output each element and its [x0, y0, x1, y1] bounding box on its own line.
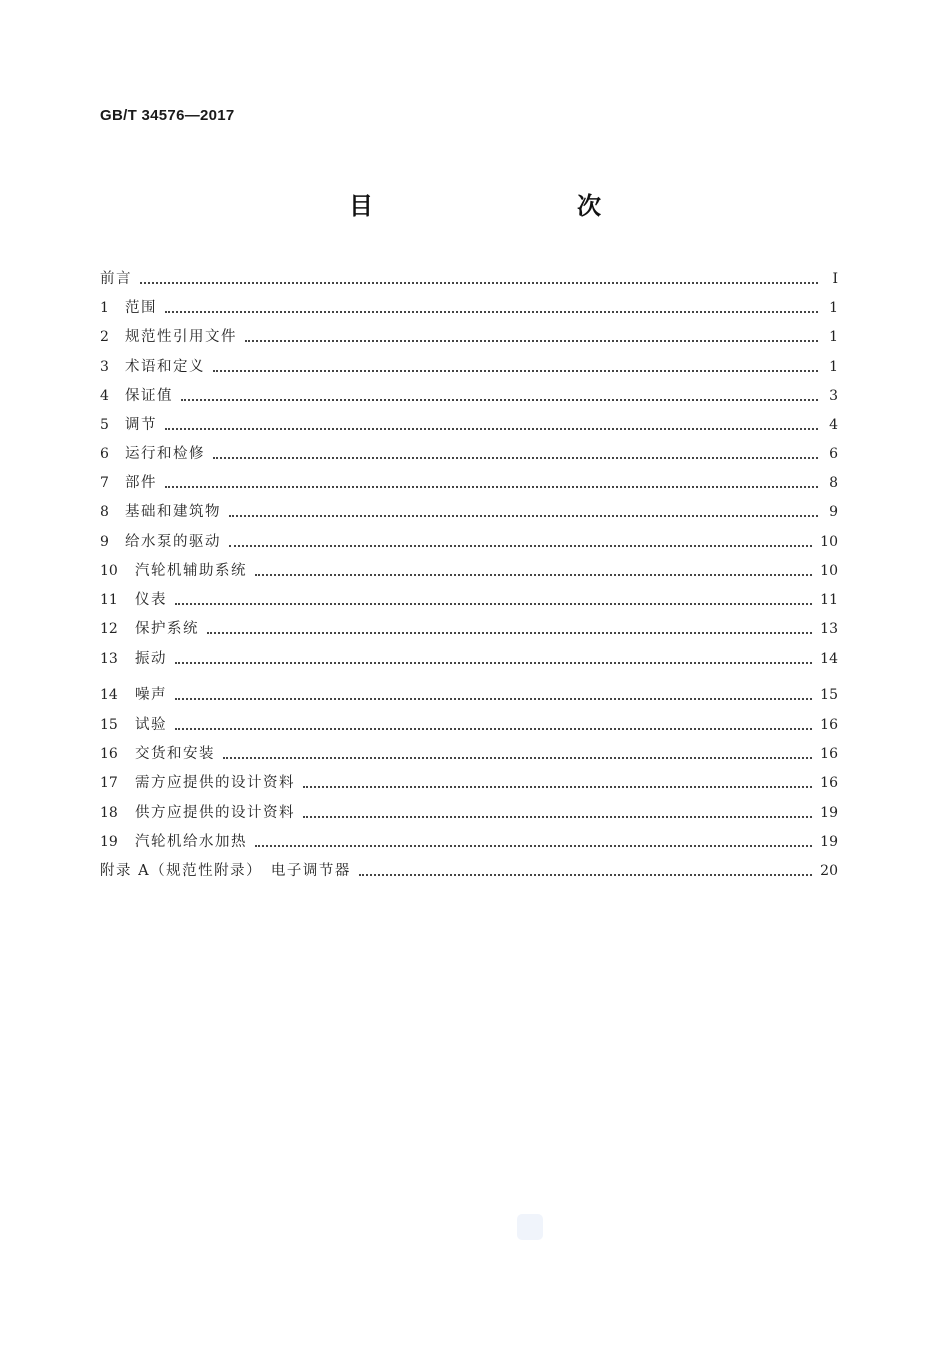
toc-entry-number: 18 [100, 805, 118, 821]
toc-entry[interactable] [100, 587, 838, 613]
toc-entry[interactable] [100, 829, 838, 855]
toc-entry-label: 仪表 [135, 592, 167, 608]
toc-entry[interactable] [100, 266, 838, 292]
toc-dot-leader [245, 324, 818, 350]
toc-entry-page: 9 [829, 504, 838, 520]
toc-entry[interactable] [100, 412, 838, 438]
toc-entry-label: 试验 [135, 717, 167, 733]
toc-dot-leader [255, 829, 812, 855]
toc-dot-leader [165, 295, 818, 321]
toc-dot-leader [140, 266, 818, 292]
toc-entry-label: 需方应提供的设计资料 [135, 775, 295, 791]
toc-entry-number: 19 [100, 834, 118, 850]
toc-entry-number: 1 [100, 300, 109, 316]
toc-entry[interactable] [100, 770, 838, 796]
toc-entry-page: 16 [820, 717, 838, 733]
toc-entry[interactable] [100, 324, 838, 350]
toc-dot-leader [175, 646, 812, 672]
toc-entry[interactable] [100, 741, 838, 767]
toc-entry-number: 12 [100, 621, 118, 637]
toc-entry-page: 19 [820, 834, 838, 850]
toc-dot-leader [229, 529, 812, 555]
toc-entry[interactable] [100, 800, 838, 826]
toc-dot-leader [303, 770, 812, 796]
toc-entry-label: 术语和定义 [125, 359, 205, 375]
toc-entry-label: 调节 [125, 417, 157, 433]
toc-entry-label: 汽轮机辅助系统 [135, 563, 247, 579]
toc-entry-label: 基础和建筑物 [125, 504, 221, 520]
toc-entry-page: 10 [820, 563, 838, 579]
toc-entry-page: 4 [829, 417, 838, 433]
toc-entry-label: 交货和安装 [135, 746, 215, 762]
toc-entry-number: 11 [100, 592, 118, 608]
toc-entry-label: 保证值 [125, 388, 173, 404]
toc-dot-leader [213, 354, 818, 380]
toc-dot-leader [175, 712, 812, 738]
toc-entry[interactable] [100, 499, 838, 525]
toc-dot-leader [165, 470, 818, 496]
toc-dot-leader [255, 558, 812, 584]
toc-entry-page: 10 [820, 534, 838, 550]
toc-dot-leader [207, 616, 812, 642]
toc-entry-label: 给水泵的驱动 [125, 534, 221, 550]
toc-entry-page: Ⅰ [832, 271, 838, 287]
toc-entry-page: 8 [829, 475, 838, 491]
toc-entry-label: 规范性引用文件 [125, 329, 237, 345]
toc-entry-page: 19 [820, 805, 838, 821]
toc-entry-number: 9 [100, 534, 109, 550]
watermark-logo-icon [517, 1214, 543, 1240]
toc-entry-number: 2 [100, 329, 109, 345]
toc-entry[interactable] [100, 354, 838, 380]
toc-entry-number: 3 [100, 359, 109, 375]
toc-entry[interactable] [100, 682, 838, 708]
toc-dot-leader [223, 741, 812, 767]
toc-entry-page: 14 [820, 651, 838, 667]
toc-dot-leader [181, 383, 818, 409]
toc-entry-label: 噪声 [135, 687, 167, 703]
toc-entry-label: 保护系统 [135, 621, 199, 637]
toc-entry-label: 运行和检修 [125, 446, 205, 462]
toc-entry[interactable] [100, 646, 838, 672]
toc-entry-number: 5 [100, 417, 109, 433]
toc-entry-page: 3 [829, 388, 838, 404]
toc-entry-number: 15 [100, 717, 118, 733]
toc-entry-number: 14 [100, 687, 118, 703]
toc-entry-number: 16 [100, 746, 118, 762]
toc-entry-page: 1 [829, 300, 838, 316]
toc-entry-label: 供方应提供的设计资料 [135, 805, 295, 821]
toc-entry-page: 1 [829, 329, 838, 345]
toc-entry-number: 13 [100, 651, 118, 667]
toc-entry-number: 10 [100, 563, 118, 579]
toc-dot-leader [303, 800, 812, 826]
toc-entry-number: 7 [100, 475, 109, 491]
toc-entry-label: 部件 [125, 475, 157, 491]
toc-entry[interactable] [100, 712, 838, 738]
toc-entry-page: 13 [820, 621, 838, 637]
toc-dot-leader [229, 499, 818, 525]
toc-entry[interactable] [100, 529, 838, 555]
toc-entry-label: 前言 [100, 271, 132, 287]
toc-dot-leader [213, 441, 818, 467]
toc-entry[interactable] [100, 858, 838, 884]
toc-entry-page: 16 [820, 775, 838, 791]
toc-dot-leader [175, 587, 812, 613]
toc-entry[interactable] [100, 383, 838, 409]
toc-dot-leader [359, 858, 812, 884]
toc-entry[interactable] [100, 616, 838, 642]
toc-title: 目 次 [349, 192, 653, 220]
toc-entry-number: 8 [100, 504, 109, 520]
toc-entry[interactable] [100, 558, 838, 584]
toc-entry-number: 6 [100, 446, 109, 462]
toc-entry-number: 4 [100, 388, 109, 404]
toc-entry-page: 1 [829, 359, 838, 375]
toc-dot-leader [165, 412, 818, 438]
toc-entry-label: 汽轮机给水加热 [135, 834, 247, 850]
toc-entry-page: 20 [820, 863, 838, 879]
toc-entry-label: 范围 [125, 300, 157, 316]
toc-entry[interactable] [100, 470, 838, 496]
toc-entry[interactable] [100, 441, 838, 467]
toc-entry-label: 振动 [135, 651, 167, 667]
toc-entry-page: 6 [829, 446, 838, 462]
standard-code: GB/T 34576—2017 [100, 107, 235, 124]
toc-entry-page: 16 [820, 746, 838, 762]
toc-dot-leader [175, 682, 812, 708]
toc-entry-page: 11 [820, 592, 838, 608]
toc-entry-number: 17 [100, 775, 118, 791]
toc-entry[interactable] [100, 295, 838, 321]
toc-entry-label: 附录 A（规范性附录） 电子调节器 [100, 863, 351, 879]
toc-entry-page: 15 [820, 687, 838, 703]
